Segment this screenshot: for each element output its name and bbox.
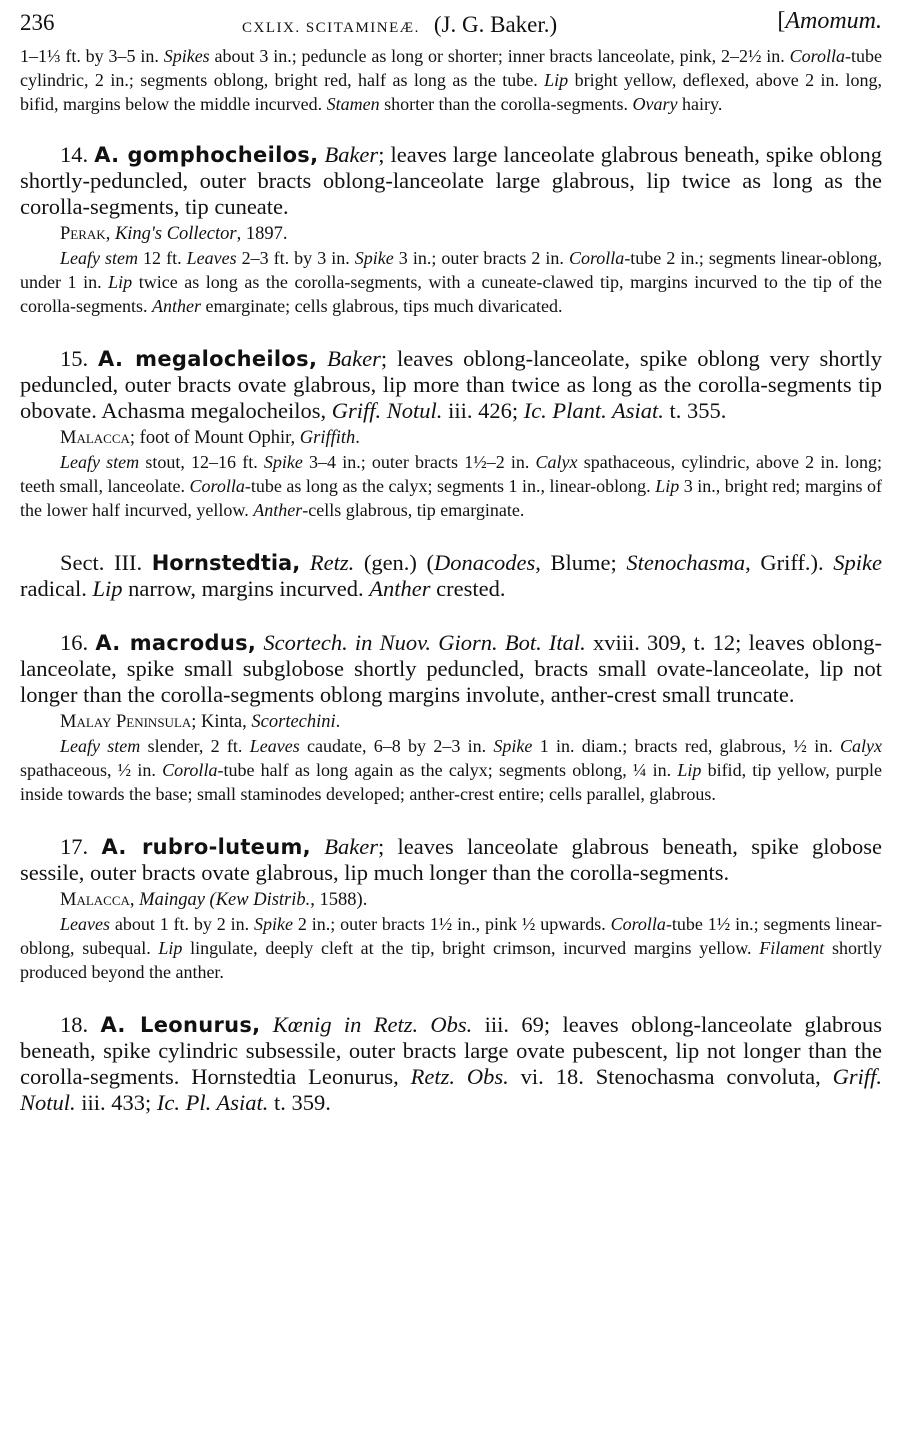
text-run-italic: Baker bbox=[324, 834, 378, 859]
text-run: , 1897. bbox=[236, 224, 288, 244]
species-name: A. gomphocheilos, bbox=[94, 143, 319, 167]
text-run: crested. bbox=[430, 576, 506, 601]
text-run: caudate, 6–8 by 2–3 in. bbox=[299, 736, 494, 756]
text-run-italic: Spike bbox=[833, 550, 883, 575]
text-run-italic: Lip bbox=[108, 272, 133, 292]
species-diagnosis bbox=[20, 630, 882, 708]
locality-region: Malacca bbox=[60, 428, 130, 448]
text-run: , 1588). bbox=[310, 890, 368, 910]
text-run-italic: Griff. Notul. bbox=[331, 398, 443, 423]
text-run-italic: Spike bbox=[254, 914, 293, 934]
text-run-italic: Calyx bbox=[535, 452, 578, 472]
text-run-italic: Lip bbox=[544, 70, 569, 90]
text-run-italic: Leafy stem bbox=[60, 452, 140, 472]
text-run: 2–3 ft. by 3 in. bbox=[236, 248, 355, 268]
page-number: 236 bbox=[20, 10, 55, 35]
text-run: -tube 2 in.; segments linear-oblong, under 1 in. bbox=[20, 248, 883, 292]
text-run-italic: Corolla bbox=[568, 248, 625, 268]
species-number: 15. bbox=[60, 346, 89, 371]
species-name: A. rubro-luteum, bbox=[101, 835, 311, 859]
text-run-italic: Spike bbox=[263, 452, 303, 472]
text-run-italic: Calyx bbox=[840, 736, 882, 756]
species-diagnosis bbox=[20, 346, 882, 424]
species-number: 14. bbox=[60, 142, 89, 167]
text-run: spathaceous, ½ in. bbox=[20, 760, 163, 780]
text-run-italic: Ovary bbox=[632, 94, 678, 114]
species-locality bbox=[20, 426, 882, 450]
locality-collector: King's Collector bbox=[114, 224, 237, 244]
text-run: 2 in.; outer bracts 1½ in., pink ½ upwards. bbox=[293, 914, 611, 934]
text-run: about 3 in.; peduncle as long or shorter; inner bracts lanceolate, pink, 2–2½ in. bbox=[209, 46, 790, 66]
text-run: xviii. 309, t. 12; leaves oblong-lanceolate, spike small subglobose shortly peduncled, bracts small ovate-lanceolate, lip not longer than the corolla-segments oblong margins involute, anther-crest small truncate. bbox=[20, 630, 883, 707]
species-entry bbox=[20, 834, 882, 984]
text-run: 1–1⅓ ft. by 3–5 in. bbox=[20, 46, 164, 66]
text-run: iii. 69; leaves oblong-lanceolate glabrous beneath, spike cylindric subsessile, outer bracts large ovate pubescent, lip not longer than the corolla-segments. Hornstedtia Leonurus, bbox=[20, 1012, 883, 1089]
species-number: 17. bbox=[60, 834, 89, 859]
species-description bbox=[20, 912, 882, 984]
text-run: about 1 ft. by 2 in. bbox=[109, 914, 255, 934]
species-entry bbox=[20, 630, 882, 806]
genus-name: Amomum. bbox=[785, 8, 882, 34]
species-entry bbox=[20, 346, 882, 522]
text-run: t. 355. bbox=[663, 398, 727, 423]
species-entry bbox=[20, 1012, 882, 1116]
text-run: . bbox=[355, 428, 360, 448]
text-run-italic: Griff. Notul. bbox=[20, 1064, 883, 1115]
text-run-italic: Donacodes bbox=[434, 550, 536, 575]
species-diagnosis bbox=[20, 142, 882, 220]
locality-region: Perak bbox=[60, 224, 106, 244]
text-run bbox=[260, 1012, 272, 1037]
text-run: spathaceous, cylindric, above 2 in. long; teeth small, lanceolate. bbox=[20, 452, 883, 496]
text-run: -tube half as long again as the calyx; segments oblong, ¼ in. bbox=[217, 760, 678, 780]
text-run bbox=[300, 550, 310, 575]
section-heading-block bbox=[20, 550, 882, 602]
locality-collector: Maingay (Kew Distrib. bbox=[139, 890, 311, 910]
text-run-italic: Anther bbox=[151, 296, 201, 316]
text-run-italic: Lip bbox=[92, 576, 123, 601]
species-description bbox=[20, 734, 882, 806]
species-author: Baker bbox=[327, 346, 381, 371]
species-description bbox=[20, 450, 882, 522]
text-run: . bbox=[335, 712, 341, 732]
text-run: (gen.) ( bbox=[354, 550, 435, 575]
text-run-italic: Corolla bbox=[189, 476, 245, 496]
text-run: 3 in.; outer bracts 2 in. bbox=[393, 248, 569, 268]
text-run-italic: Leaves bbox=[186, 248, 237, 268]
text-run-italic: Spike bbox=[493, 736, 533, 756]
text-run: shortly produced beyond the anther. bbox=[20, 938, 882, 982]
text-run: 3–4 in.; outer bracts 1½–2 in. bbox=[302, 452, 536, 472]
text-run-italic: Ic. Plant. Asiat. bbox=[523, 398, 664, 423]
text-run-italic: Scortech. in Nuov. Giorn. Bot. Ital. bbox=[263, 630, 586, 655]
text-run: vi. 18. Stenochasma convoluta, bbox=[508, 1064, 833, 1089]
text-run: twice as long as the corolla-segments, with a cuneate-clawed tip, margins incurved to the tip of the corolla-segments. bbox=[20, 272, 883, 316]
text-run-italic: Lip bbox=[677, 760, 702, 780]
text-run: -tube as long as the calyx; segments 1 in., linear-oblong. bbox=[244, 476, 656, 496]
page bbox=[20, 8, 882, 1116]
text-run: shorter than the corolla-segments. bbox=[379, 94, 633, 114]
species-name: A. macrodus, bbox=[95, 631, 257, 655]
text-run-italic: Ic. Pl. Asiat. bbox=[156, 1090, 269, 1115]
diagnosis-text: ; leaves large lanceolate glabrous beneath, spike oblong shortly-peduncled, outer bracts oblong-lanceolate large glabrous, lip twice as long as the corolla-segments, tip cuneate. bbox=[20, 142, 882, 219]
text-run: slender, 2 ft. bbox=[140, 736, 250, 756]
text-run: -tube cylindric, 2 in.; segments oblong, bright red, half as long as the tube. bbox=[20, 46, 882, 90]
species-description bbox=[20, 246, 882, 318]
text-run: ; Kinta, bbox=[191, 712, 252, 732]
text-run-italic: Leafy stem bbox=[60, 736, 141, 756]
locality-collector: Griffith bbox=[299, 428, 356, 448]
text-run-italic: Leafy stem bbox=[60, 248, 139, 268]
text-run: iii. 426; bbox=[442, 398, 524, 423]
text-run: stout, 12–16 ft. bbox=[139, 452, 264, 472]
text-run: emarginate; cells glabrous, tips much divaricated. bbox=[200, 296, 563, 316]
species-name: A. Leonurus, bbox=[100, 1013, 261, 1037]
text-run: , bbox=[105, 224, 115, 244]
locality-region: Malacca bbox=[60, 890, 130, 910]
text-run: bright yellow, deflexed, above 2 in. long, bifid, margins below the middle incurved. bbox=[20, 70, 883, 114]
text-run: 1 in. diam.; bracts red, glabrous, ½ in. bbox=[532, 736, 840, 756]
text-run: iii. 433; bbox=[75, 1090, 157, 1115]
text-run: t. 359. bbox=[268, 1090, 331, 1115]
text-run-italic: Anther bbox=[369, 576, 431, 601]
species-diagnosis bbox=[20, 834, 882, 886]
species-locality bbox=[20, 222, 882, 246]
species-number: 18. bbox=[60, 1012, 89, 1037]
section-name: Hornstedtia, bbox=[151, 551, 301, 575]
text-run: , Griff.). bbox=[745, 550, 834, 575]
text-run: narrow, margins incurved. bbox=[122, 576, 370, 601]
locality-region: Malay Peninsula bbox=[60, 712, 192, 732]
text-run-italic: Anther bbox=[253, 500, 303, 520]
text-run-italic: Stamen bbox=[326, 94, 380, 114]
continuation-paragraph bbox=[20, 44, 882, 116]
text-run-italic: Spike bbox=[354, 248, 394, 268]
species-locality bbox=[20, 888, 882, 912]
section-heading bbox=[20, 550, 882, 602]
species-name: A. megalocheilos, bbox=[98, 347, 318, 371]
running-head-author: (J. G. Baker.) bbox=[433, 12, 558, 37]
text-run: ; leaves oblong-lanceolate, spike oblong very shortly peduncled, outer bracts ovate glabrous, lip more than twice as long as the corolla-segments tip obovate. Achasma megalocheilos, bbox=[20, 346, 883, 423]
text-run: 12 ft. bbox=[138, 248, 187, 268]
page-header bbox=[20, 8, 882, 42]
text-run-italic: Leaves bbox=[60, 914, 110, 934]
species-author: Baker bbox=[324, 142, 379, 167]
section-prefix: Sect. III. bbox=[60, 550, 152, 575]
text-run-italic: Corolla bbox=[162, 760, 218, 780]
species-entry bbox=[20, 142, 882, 318]
text-run-italic: Lip bbox=[655, 476, 680, 496]
locality-collector: Scortechini bbox=[251, 712, 336, 732]
text-run-italic: Kœnig in Retz. Obs. bbox=[272, 1012, 473, 1037]
text-run-italic: Spikes bbox=[163, 46, 210, 66]
text-run: lingulate, deeply cleft at the tip, bright crimson, incurved margins yellow. bbox=[182, 938, 760, 958]
running-head bbox=[242, 12, 557, 38]
species-locality bbox=[20, 710, 882, 734]
text-run: ; leaves lanceolate glabrous beneath, spike globose sessile, outer bracts ovate glabrous, lip much longer than the corolla-segments. bbox=[20, 834, 883, 885]
running-head-genus: [Amomum. bbox=[777, 8, 882, 34]
running-head-order: CXLIX. SCITAMINEÆ. bbox=[242, 20, 420, 36]
text-run-italic: Leaves bbox=[249, 736, 300, 756]
text-run: hairy. bbox=[677, 94, 723, 114]
text-run: ; foot of Mount Ophir, bbox=[129, 428, 300, 448]
text-run-italic: Retz. Obs. bbox=[410, 1064, 509, 1089]
text-run: , Blume; bbox=[535, 550, 627, 575]
text-run-italic: Corolla bbox=[789, 46, 846, 66]
text-run: 3 in., bright red; margins of the lower half incurved, yellow. bbox=[20, 476, 883, 520]
text-run: bifid, tip yellow, purple inside towards the base; small staminodes developed; anther-crest entire; cells parallel, glabrous. bbox=[20, 760, 882, 804]
species-diagnosis bbox=[20, 1012, 882, 1116]
text-run: -cells glabrous, tip emarginate. bbox=[302, 500, 525, 520]
text-run-italic: Retz. bbox=[309, 550, 355, 575]
text-run bbox=[311, 834, 324, 859]
species-number: 16. bbox=[60, 630, 89, 655]
text-run: -tube 1½ in.; segments linear-oblong, subequal. bbox=[20, 914, 882, 958]
text-run: , bbox=[129, 890, 140, 910]
text-run-italic: Lip bbox=[158, 938, 183, 958]
text-run: radical. bbox=[20, 576, 93, 601]
text-run-italic: Filament bbox=[759, 938, 825, 958]
text-run-italic: Stenochasma bbox=[626, 550, 746, 575]
text-run-italic: Corolla bbox=[610, 914, 666, 934]
